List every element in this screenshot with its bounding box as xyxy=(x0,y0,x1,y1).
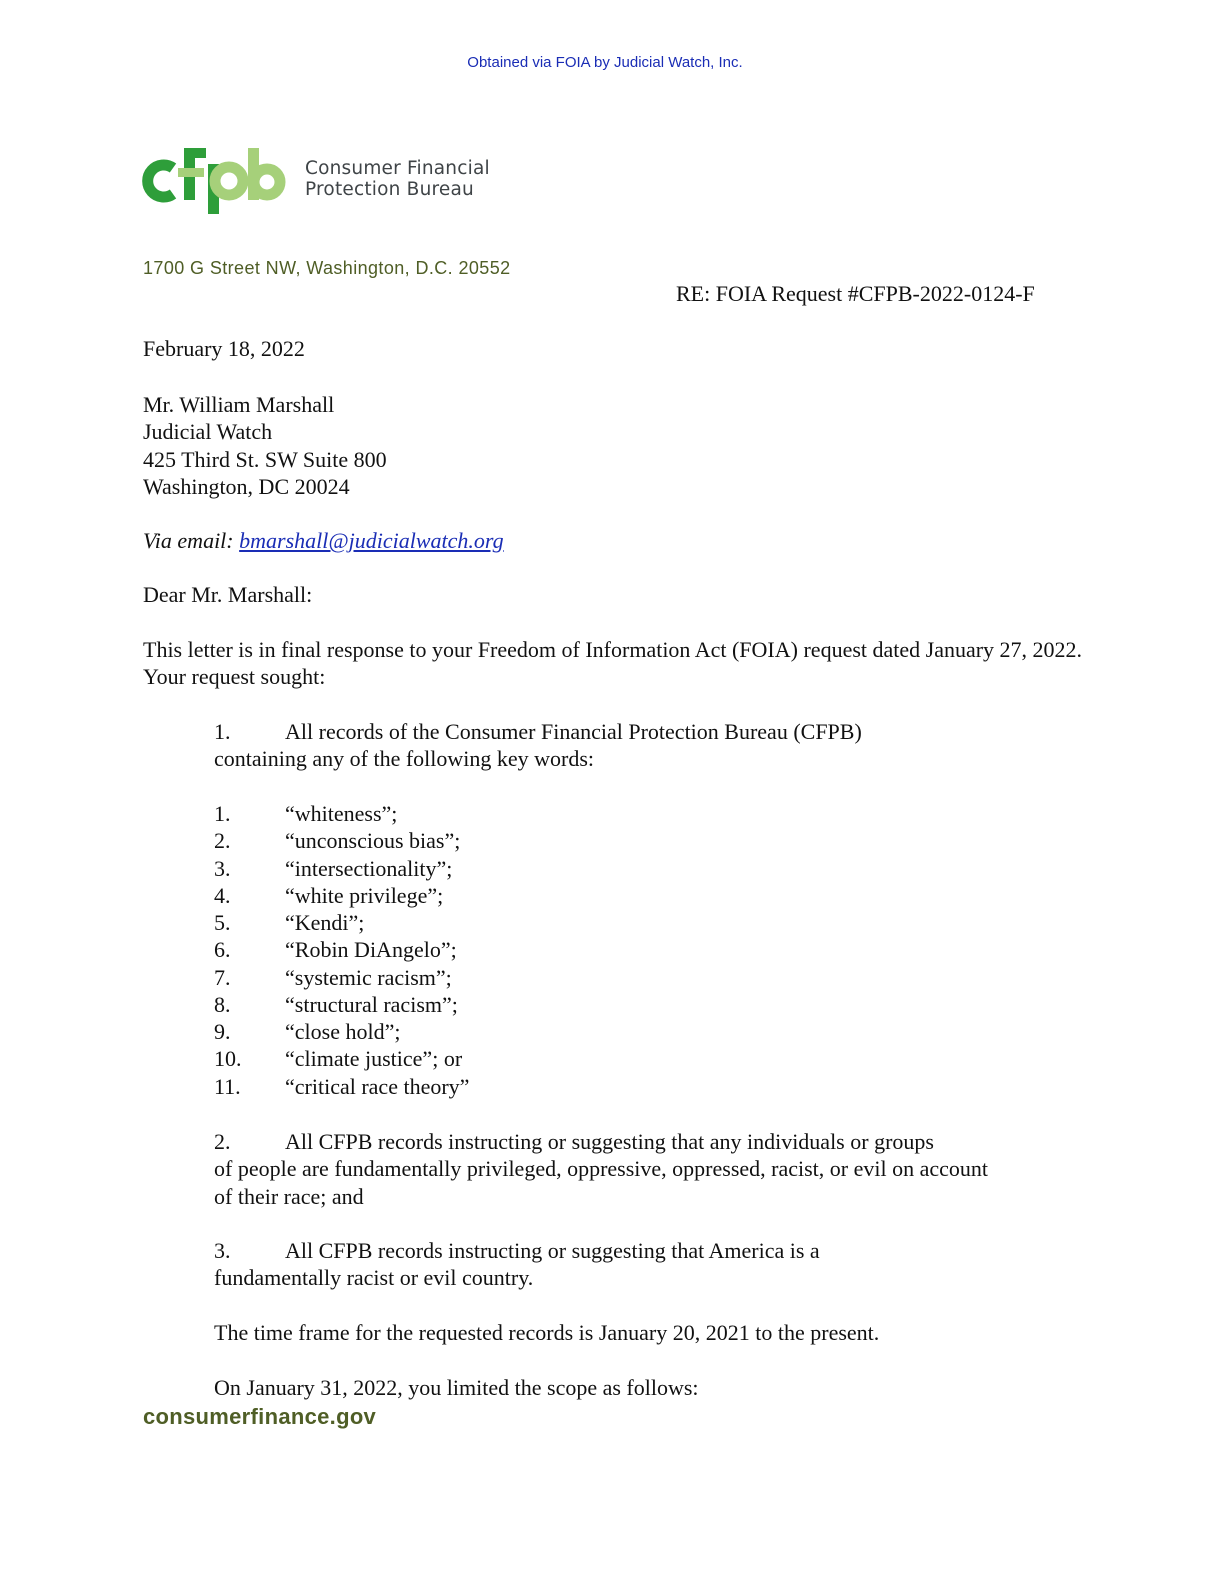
keyword-number: 3. xyxy=(214,855,231,881)
request-number: 2. xyxy=(214,1129,231,1154)
keyword-term: “white privilege”; xyxy=(285,882,444,908)
via-email xyxy=(143,527,504,554)
keyword-number: 7. xyxy=(214,964,231,990)
keyword-term: “unconscious bias”; xyxy=(285,828,461,854)
keyword-term: “intersectionality”; xyxy=(285,855,453,881)
list-item xyxy=(214,1045,469,1072)
keyword-term: “climate justice”; or xyxy=(285,1046,463,1072)
request-item-2 xyxy=(214,1128,1004,1210)
agency-name-line1: Consumer Financial xyxy=(305,158,490,179)
scope-limited-paragraph: On January 31, 2022, you limited the scope as follows: xyxy=(214,1375,699,1400)
keyword-number: 11. xyxy=(214,1073,241,1099)
list-item xyxy=(214,882,469,909)
keyword-term: “Kendi”; xyxy=(285,910,365,935)
recipient-line: Judicial Watch xyxy=(143,419,273,445)
keyword-number: 1. xyxy=(214,801,231,826)
keyword-number: 2. xyxy=(214,828,231,854)
list-item xyxy=(214,1073,469,1100)
footer-website: consumerfinance.gov xyxy=(143,1404,377,1429)
timeframe-paragraph: The time frame for the requested records is January 20, 2021 to the present. xyxy=(214,1320,880,1345)
reference-line: RE: FOIA Request #CFPB-2022-0124-F xyxy=(676,281,1035,306)
request-number: 1. xyxy=(214,719,231,744)
keyword-number: 9. xyxy=(214,1019,231,1044)
agency-name-line2: Protection Bureau xyxy=(305,179,474,200)
list-item xyxy=(214,800,469,827)
list-item xyxy=(214,1018,469,1045)
list-item xyxy=(214,964,469,991)
keyword-list xyxy=(214,800,469,1100)
keyword-term: “close hold”; xyxy=(285,1019,401,1044)
keyword-number: 5. xyxy=(214,910,231,935)
keyword-number: 10. xyxy=(214,1046,242,1072)
request-item-3 xyxy=(214,1237,1004,1292)
request-text: All CFPB records instructing or suggesting that any individuals or groups xyxy=(285,1129,934,1154)
keyword-term: “systemic racism”; xyxy=(285,964,452,990)
keyword-number: 4. xyxy=(214,882,231,908)
intro-paragraph: This letter is in final response to your Freedom of Information Act (FOIA) request dated January 27, 2022. Your request sought: xyxy=(143,637,1083,690)
keyword-term: “whiteness”; xyxy=(285,801,398,826)
request-text: All records of the Consumer Financial Protection Bureau (CFPB) xyxy=(285,719,862,744)
list-item xyxy=(214,909,469,936)
list-item xyxy=(214,991,469,1018)
letter-date: February 18, 2022 xyxy=(143,336,305,361)
via-email-label: Via email: xyxy=(143,528,240,553)
recipient-line: Mr. William Marshall xyxy=(143,392,335,417)
request-number: 3. xyxy=(214,1238,231,1263)
request-continuation: fundamentally racist or evil country. xyxy=(214,1265,534,1291)
foia-watermark: Obtained via FOIA by Judicial Watch, Inc. xyxy=(467,54,743,71)
keyword-number: 8. xyxy=(214,991,231,1017)
cfpb-logo xyxy=(140,140,290,218)
recipient-line: 425 Third St. SW Suite 800 xyxy=(143,446,387,472)
request-text: All CFPB records instructing or suggesting that America is a xyxy=(285,1238,820,1263)
agency-name xyxy=(305,158,490,200)
keyword-term: “Robin DiAngelo”; xyxy=(285,937,457,963)
list-item xyxy=(214,827,469,854)
keyword-number: 6. xyxy=(214,937,231,963)
letterhead-address: 1700 G Street NW, Washington, D.C. 20552 xyxy=(143,258,511,278)
salutation: Dear Mr. Marshall: xyxy=(143,582,313,607)
request-item-1 xyxy=(214,718,994,773)
list-item xyxy=(214,855,469,882)
keyword-term: “structural racism”; xyxy=(285,991,458,1017)
keyword-term: “critical race theory” xyxy=(285,1073,470,1099)
list-item xyxy=(214,936,469,963)
recipient-line: Washington, DC 20024 xyxy=(143,474,350,500)
request-continuation: containing any of the following key words: xyxy=(214,746,595,772)
email-link[interactable]: bmarshall@judicialwatch.org xyxy=(239,528,504,553)
request-continuation: of people are fundamentally privileged, oppressive, oppressed, racist, or evil on account of their race; and xyxy=(214,1156,989,1209)
recipient-address xyxy=(143,391,387,501)
